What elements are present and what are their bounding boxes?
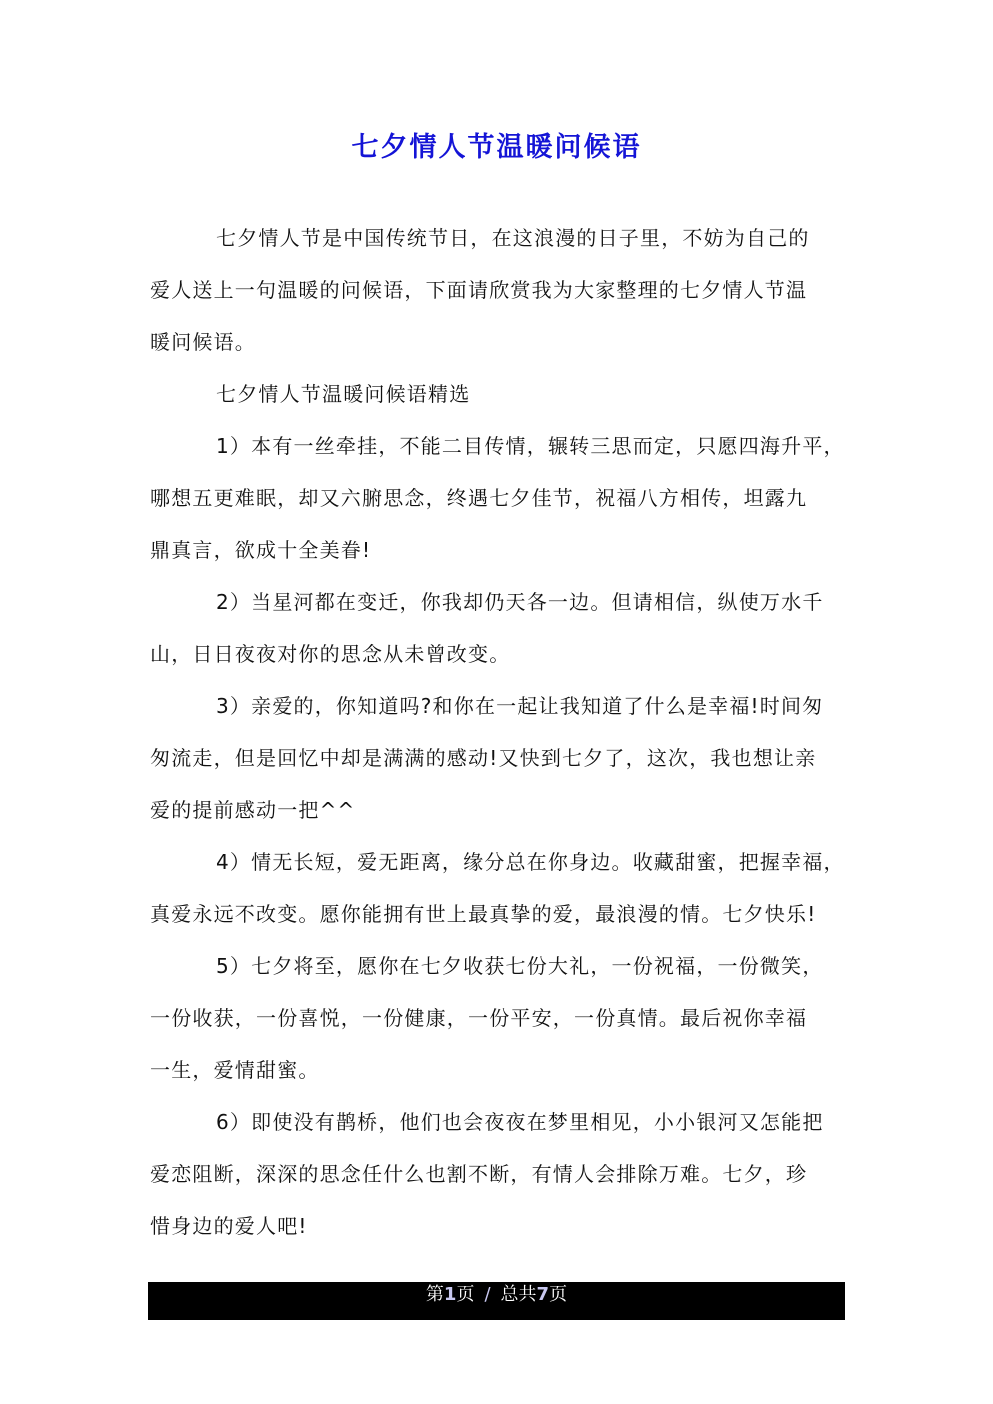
text-line: 一生，爱情甜蜜。 <box>150 1058 320 1082</box>
text-line: 匆流走，但是回忆中却是满满的感动!又快到七夕了，这次，我也想让亲 <box>150 746 817 770</box>
greeting-item-5 <box>150 947 850 1103</box>
text-line: 惜身边的爱人吧! <box>150 1214 308 1238</box>
current-page-number: 1 <box>443 1284 457 1305</box>
total-suffix: 页 <box>549 1284 568 1305</box>
text-line: 5）七夕将至，愿你在七夕收获七份大礼，一份祝福，一份微笑， <box>216 954 824 978</box>
section-heading <box>150 375 850 427</box>
text-line: 七夕情人节是中国传统节日，在这浪漫的日子里，不妨为自己的 <box>216 226 810 250</box>
text-line: 一份收获，一份喜悦，一份健康，一份平安，一份真情。最后祝你幸福 <box>150 1006 808 1030</box>
page-separator: / <box>484 1284 491 1305</box>
text-line: 七夕情人节温暖问候语精选 <box>216 382 471 406</box>
intro-paragraph <box>150 219 850 375</box>
document-body <box>150 219 850 1259</box>
greeting-item-3 <box>150 687 850 843</box>
document-title: 七夕情人节温暖问候语 <box>351 132 642 163</box>
greeting-item-6 <box>150 1103 850 1259</box>
total-prefix: 总共 <box>500 1284 537 1305</box>
text-line: 山，日日夜夜对你的思念从未曾改变。 <box>150 642 511 666</box>
text-line: 鼎真言，欲成十全美眷! <box>150 538 372 562</box>
greeting-item-2 <box>150 583 850 687</box>
text-line: 爱人送上一句温暖的问候语，下面请欣赏我为大家整理的七夕情人节温 <box>150 278 808 302</box>
greeting-item-1 <box>150 427 850 583</box>
total-pages-number: 7 <box>536 1284 550 1305</box>
text-line: 6）即使没有鹊桥，他们也会夜夜在梦里相见，小小银河又怎能把 <box>216 1110 824 1134</box>
text-line: 暖问候语。 <box>150 330 256 354</box>
text-line: 4）情无长短，爱无距离，缘分总在你身边。收藏甜蜜，把握幸福， <box>216 850 845 874</box>
page-indicator-bar <box>148 1282 845 1320</box>
text-line: 3）亲爱的，你知道吗?和你在一起让我知道了什么是幸福!时间匆 <box>216 694 824 718</box>
text-line: 爱的提前感动一把^^ <box>150 798 356 822</box>
text-line: 2）当星河都在变迁，你我却仍天各一边。但请相信，纵使万水千 <box>216 590 824 614</box>
text-line: 哪想五更难眠，却又六腑思念，终遇七夕佳节，祝福八方相传，坦露九 <box>150 486 808 510</box>
page-suffix: 页 <box>456 1284 475 1305</box>
text-line: 爱恋阻断，深深的思念任什么也割不断，有情人会排除万难。七夕，珍 <box>150 1162 808 1186</box>
text-line: 真爱永远不改变。愿你能拥有世上最真挚的爱，最浪漫的情。七夕快乐! <box>150 902 817 926</box>
greeting-item-4 <box>150 843 850 947</box>
page-prefix: 第 <box>425 1284 444 1305</box>
text-line: 1）本有一丝牵挂，不能二目传情，辗转三思而定，只愿四海升平， <box>216 434 845 458</box>
